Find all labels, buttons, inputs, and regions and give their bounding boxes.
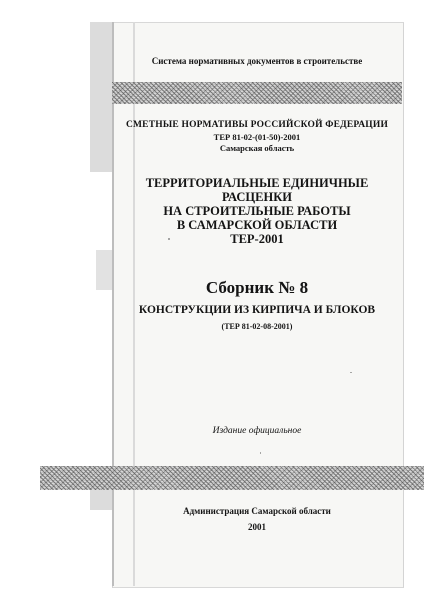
edition-note: Издание официальное [212,426,302,436]
main-title-line: ТЕРРИТОРИАЛЬНЫЕ ЕДИНИЧНЫЕ РАСЦЕНКИ [145,176,369,204]
normatives-region: Самарская область [219,143,295,153]
scan-speck [350,372,352,373]
scan-speck [260,452,261,454]
collection-number: Сборник № 8 [205,278,309,297]
scan-shadow-top [90,22,112,172]
scan-shadow-middle [96,250,112,290]
scan-noise-band-top [112,82,402,104]
collection-code: (ТЕР 81-02-08-2001) [221,322,293,331]
normatives-title: СМЕТНЫЕ НОРМАТИВЫ РОССИЙСКОЙ ФЕДЕРАЦИИ [125,120,389,130]
publication-year: 2001 [248,522,266,532]
series-name: Система нормативных документов в строительстве [151,56,363,66]
collection-subject: КОНСТРУКЦИИ ИЗ КИРПИЧА И БЛОКОВ [138,304,376,316]
normatives-code: ТЕР 81-02-(01-50)-2001 [213,132,301,142]
scan-noise-band-bottom [40,466,424,490]
publisher: Администрация Самарской области [183,506,331,516]
main-title-line: НА СТРОИТЕЛЬНЫЕ РАБОТЫ [163,204,351,218]
main-title [112,176,402,246]
main-title-line: В САМАРСКОЙ ОБЛАСТИ [176,218,338,232]
main-title-line: ТЕР-2001 [230,232,284,246]
scan-speck [168,238,170,240]
